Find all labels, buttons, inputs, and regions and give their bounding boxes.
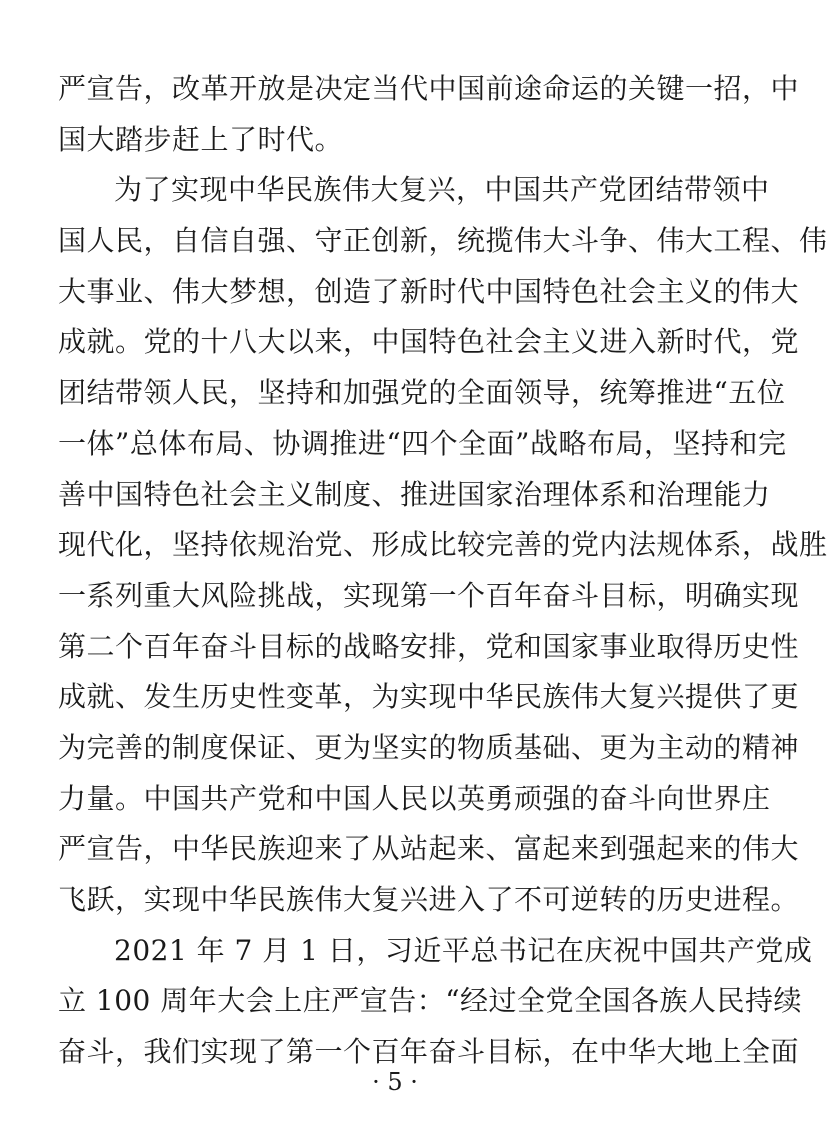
paragraph-start-line: 2021 年 7 月 1 日，习近平总书记在庆祝中国共产党成 <box>114 933 813 967</box>
body-text <box>58 64 828 1078</box>
text-line: 团结带领人民，坚持和加强党的全面领导，统筹推进“五位 <box>58 376 786 410</box>
text-line: 成就。党的十八大以来，中国特色社会主义进入新时代，党 <box>58 325 800 359</box>
text-line: 第二个百年奋斗目标的战略安排，党和国家事业取得历史性 <box>58 629 800 663</box>
text-line: 成就、发生历史性变革，为实现中华民族伟大复兴提供了更 <box>58 680 800 714</box>
text-line: 国大踏步赶上了时代。 <box>58 122 344 156</box>
text-line: 飞跃，实现中华民族伟大复兴进入了不可逆转的历史进程。 <box>58 883 800 916</box>
text-line: 严宣告，中华民族迎来了从站起来、富起来到强起来的伟大 <box>58 832 800 866</box>
text-line: 现代化，坚持依规治党、形成比较完善的党内法规体系，战胜 <box>58 528 828 562</box>
paragraph-start-line: 为了实现中华民族伟大复兴，中国共产党团结带领中 <box>114 173 770 207</box>
text-line: 一系列重大风险挑战，实现第一个百年奋斗目标，明确实现 <box>58 578 800 612</box>
page-number: · 5 · <box>372 1068 418 1096</box>
text-line: 一体”总体布局、协调推进“四个全面”战略布局，坚持和完 <box>58 426 787 460</box>
text-line: 立 100 周年大会上庄严宣告：“经过全党全国各族人民持续 <box>58 984 803 1018</box>
text-line: 奋斗，我们实现了第一个百年奋斗目标，在中华大地上全面 <box>58 1035 800 1069</box>
text-line: 善中国特色社会主义制度、推进国家治理体系和治理能力 <box>58 477 771 511</box>
text-line: 严宣告，改革开放是决定当代中国前途命运的关键一招，中 <box>58 72 800 105</box>
text-line: 大事业、伟大梦想，创造了新时代中国特色社会主义的伟大 <box>58 274 800 308</box>
text-line: 国人民，自信自强、守正创新，统揽伟大斗争、伟大工程、伟 <box>58 224 828 258</box>
text-line: 力量。中国共产党和中国人民以英勇顽强的奋斗向世界庄 <box>58 781 771 815</box>
text-line: 为完善的制度保证、更为坚实的物质基础、更为主动的精神 <box>58 730 800 764</box>
